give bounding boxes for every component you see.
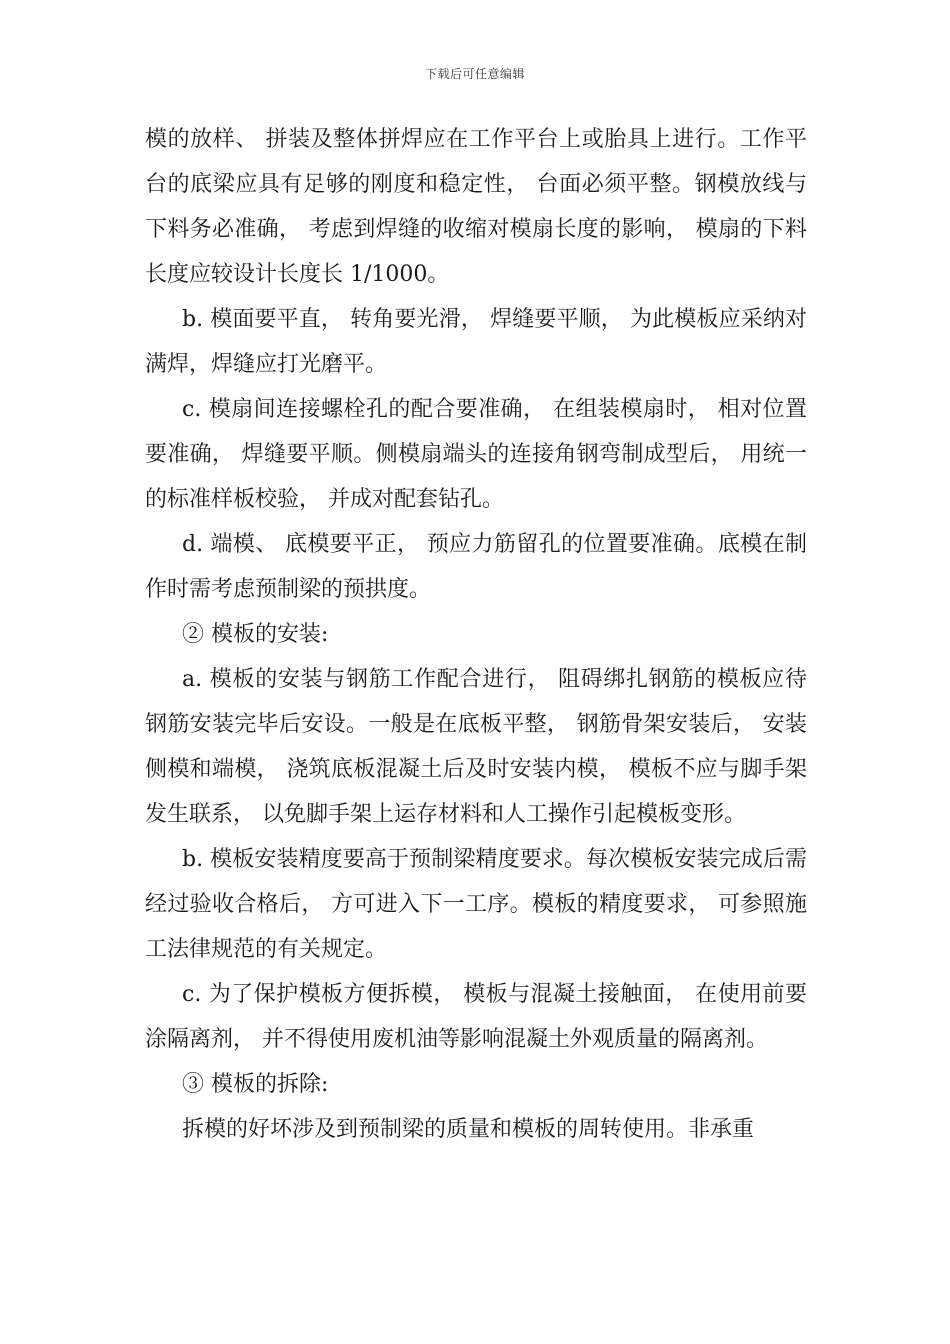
paragraph: d. 端模、 底模要平正， 预应力筋留孔的位置要准确。底模在制作时需考虑预制梁的预拱度。 [145,532,807,602]
document-body [145,117,807,1152]
paragraph: 拆模的好坏涉及到预制梁的质量和模板的周转使用。非承重 [182,1117,755,1142]
page-header: 下载后可任意编辑 [424,67,525,81]
section-heading: ③ 模板的拆除: [182,1072,329,1097]
paragraph: a. 模板的安装与钢筋工作配合进行， 阻碍绑扎钢筋的模板应待钢筋安装完毕后安设。一般是在底板平整， 钢筋骨架安装后， 安装侧模和端模， 浇筑底板混凝土后及时安装内模， 模板不应与脚手架发生联系， 以免脚手架上运存材料和人工操作引起模板变形。 [145,667,807,827]
paragraph: c. 为了保护模板方便拆模， 模板与混凝土接触面， 在使用前要涂隔离剂， 并不得使用废机油等影响混凝土外观质量的隔离剂。 [145,982,807,1052]
paragraph: b. 模面要平直， 转角要光滑， 焊缝要平顺， 为此模板应采纳对满焊，焊缝应打光磨平。 [145,307,807,377]
section-heading: ② 模板的安装: [182,622,329,647]
paragraph: 模的放样、 拼装及整体拼焊应在工作平台上或胎具上进行。工作平台的底梁应具有足够的刚度和稳定性， 台面必须平整。钢模放线与下料务必准确， 考虑到焊缝的收缩对模扇长度的影响， 模扇的下料长度应较设计长度长 1/1000。 [145,127,807,287]
paragraph: c. 模扇间连接螺栓孔的配合要准确， 在组装模扇时， 相对位置要准确， 焊缝要平顺。侧模扇端头的连接角钢弯制成型后， 用统一的标准样板校验， 并成对配套钻孔。 [145,397,807,512]
paragraph: b. 模板安装精度要高于预制梁精度要求。每次模板安装完成后需经过验收合格后， 方可进入下一工序。模板的精度要求， 可参照施工法律规范的有关规定。 [145,847,807,962]
